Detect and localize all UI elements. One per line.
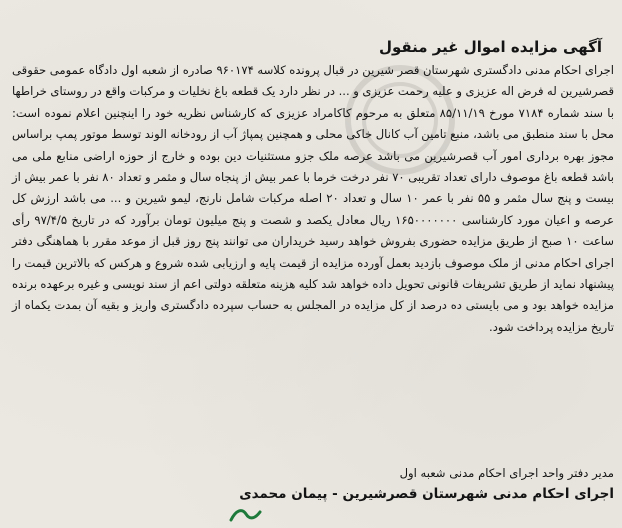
signature-line: اجرای احکام مدنی شهرستان قصرشیرین - پیمان محمدی <box>239 486 614 502</box>
handwritten-mark <box>228 504 264 526</box>
notice-body: اجرای احکام مدنی دادگستری شهرستان قصر شیرین در قبال پرونده کلاسه ۹۶۰۱۷۴ صادره از شعبه اول دادگاه عمومی حقوقی قصرشیرین له فرض اله عزیزی و علیه رحمت عزیزی و ... در نظر دارد یک قطعه باغ نخلیات و مرکبات واقع در روستای خراطها با سند شماره ۷۱۸۴ مورخ ۸۵/۱۱/۱۹ متعلق به مرحوم کاکامراد عزیزی که کارشناس نظریه خود را اینچنین اعلام نموده است: محل با سند منطبق می باشد، منبع تامین آب کانال خاکی محلی و همچنین پمپاژ آب از رودخانه الوند توسط موتور پمپ براساس مجوز بهره برداری امور آب قصرشیرین می باشد عرصه ملک جزو مستثنیات دین بوده و خارج از حوزه اراضی منابع ملی می باشد قطعه باغ موصوف دارای تعداد تقریبی ۷۰ نفر درخت خرما با عمر بیش از پنجاه سال و مثمر و تعداد ۸۰ نفر با عمر بیش از بیست و پنج سال مثمر و ۵۵ نفر با عمر ۱۰ سال و تعداد ۲۰ اصله مرکبات شامل نارنج، لیمو شیرین و ... می باشد ارزش کل عرصه و اعیان مورد کارشناسی ۱۶۵۰۰۰۰۰۰۰ ریال معادل یکصد و شصت و پنج میلیون تومان برآورد که در تاریخ ۹۷/۴/۵ رأی ساعت ۱۰ صبح از طریق مزایده حضوری بفروش خواهد رسید خریداران می توانند پنج روز قبل از موعد مقرر با هماهنگی دفتر اجرای احکام مدنی از ملک موصوف بازدید بعمل آورده مزایده از قیمت پایه و ارزیابی شده شروع و هرکس که بالاترین قیمت را پیشنهاد نماید از طریق تشریفات قانونی تحویل داده خواهد شد کلیه هزینه متعلقه دولتی اعم از سند نویسی و غیره برعهده برنده مزایده خواهد بود و می بایستی ده درصد از کل مزایده در المجلس به حساب سپرده دادگستری واریز و بقیه آن بمدت یکماه از تاریخ مزایده پرداخت شود. <box>12 63 615 334</box>
auction-notice <box>8 8 614 520</box>
notice-title: آگهی مزایده اموال غیر منقول <box>378 38 602 56</box>
office-line: مدیر دفتر واحد اجرای احکام مدنی شعبه اول <box>399 466 614 480</box>
